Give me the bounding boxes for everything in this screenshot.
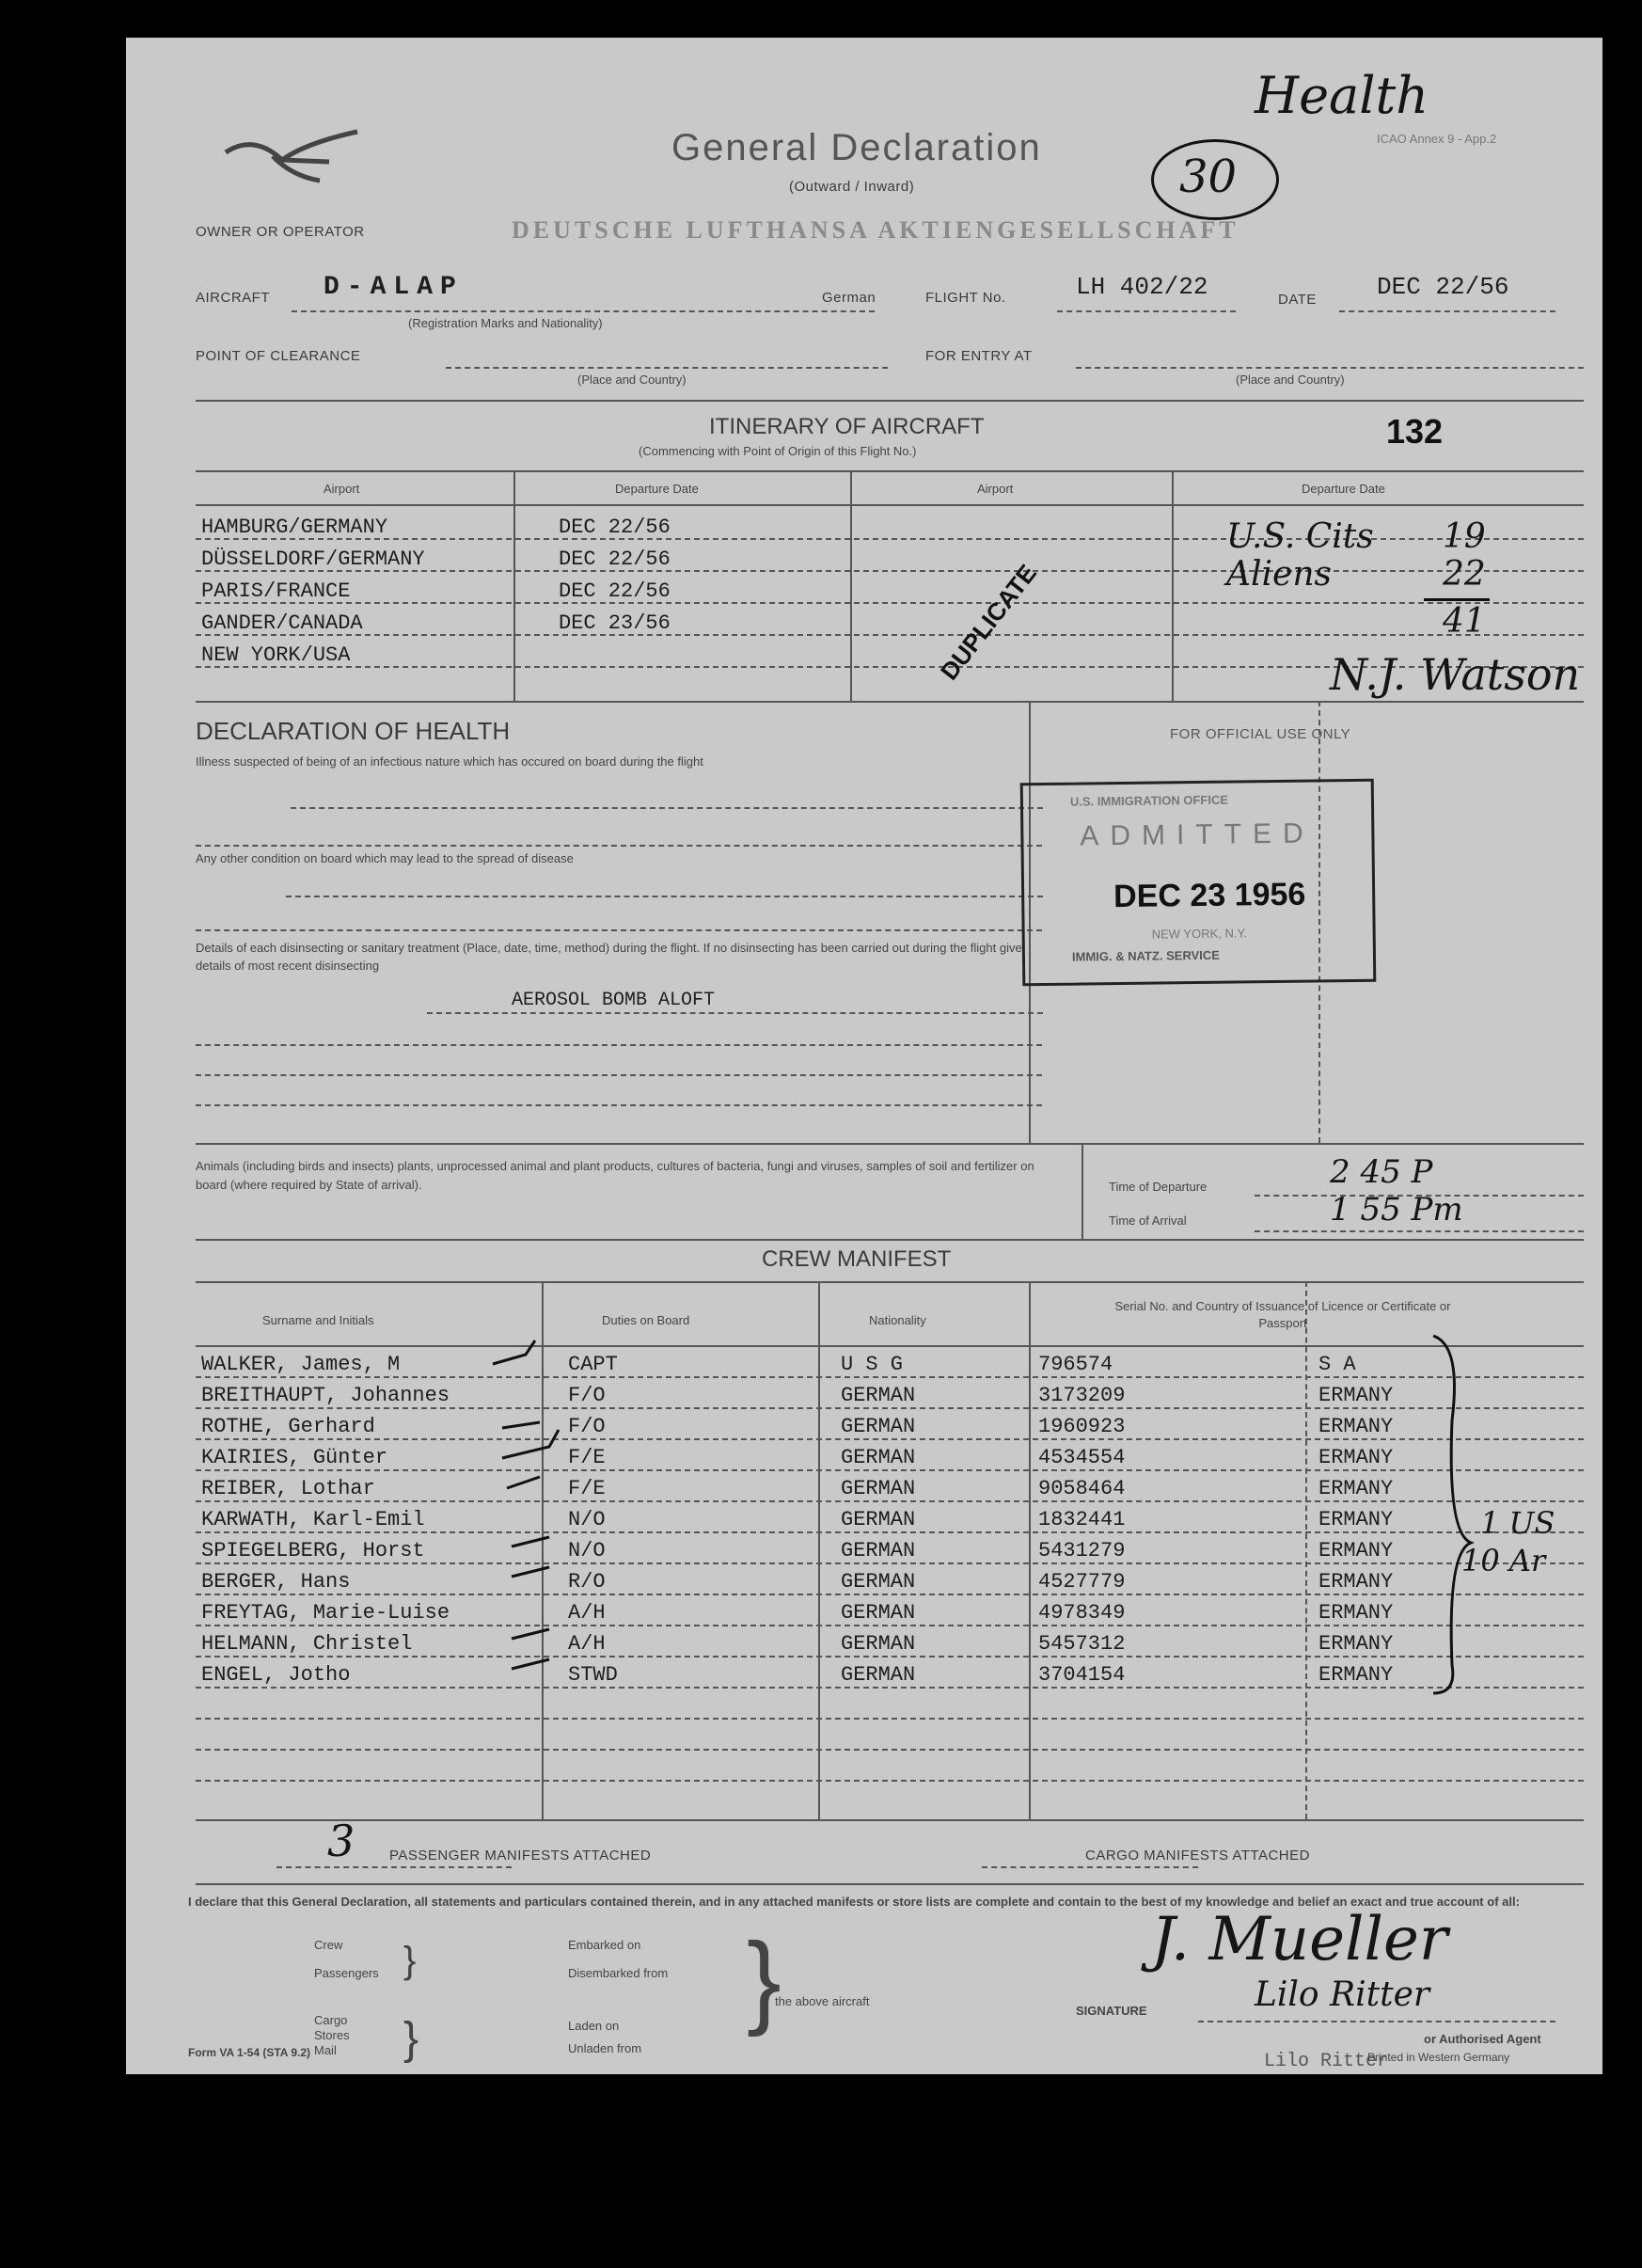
crew-manifest-title: CREW MANIFEST — [762, 1246, 952, 1272]
declaration-disembarked: Disembarked from — [568, 1966, 669, 1980]
crew-country: ERMANY — [1318, 1384, 1394, 1407]
crew-nationality: GERMAN — [841, 1477, 916, 1500]
crew-bracket — [1424, 1326, 1480, 1703]
declaration-cargo: Cargo — [314, 2013, 348, 2027]
crew-duty: R/O — [568, 1570, 606, 1594]
crew-country: ERMANY — [1318, 1446, 1394, 1469]
crew-country: ERMANY — [1318, 1508, 1394, 1531]
hand-officer-signature: N.J. Watson — [1330, 649, 1581, 700]
crew-country: ERMANY — [1318, 1632, 1394, 1656]
crew-country: ERMANY — [1318, 1539, 1394, 1562]
crew-serial: 4534554 — [1038, 1446, 1126, 1469]
form-subtitle: (Outward / Inward) — [789, 179, 915, 195]
crew-name: BREITHAUPT, Johannes — [201, 1384, 450, 1407]
itinerary-airport: PARIS/FRANCE — [201, 579, 351, 603]
hand-crew-count-other: 10 Ar — [1461, 1543, 1546, 1578]
passenger-manifest-label: PASSENGER MANIFESTS ATTACHED — [389, 1848, 652, 1864]
crew-nationality: U S G — [841, 1353, 904, 1376]
arrival-time-label: Time of Arrival — [1109, 1213, 1187, 1228]
itinerary-col-airport-1: Airport — [324, 482, 360, 496]
crew-name: REIBER, Lothar — [201, 1477, 375, 1500]
crew-col-duties: Duties on Board — [602, 1313, 690, 1327]
signer-typed-name: Lilo Ritter — [1264, 2051, 1389, 2072]
crew-name: KARWATH, Karl-Emil — [201, 1508, 425, 1531]
declaration-mail: Mail — [314, 2043, 337, 2057]
crew-nationality: GERMAN — [841, 1446, 916, 1469]
page-number: 132 — [1386, 412, 1444, 451]
declaration-laden: Laden on — [568, 2019, 620, 2033]
clearance-label: POINT OF CLEARANCE — [196, 348, 361, 364]
crew-nationality: GERMAN — [841, 1601, 916, 1625]
health-question-other: Any other condition on board which may lead to the spread of disease — [196, 851, 574, 865]
signature-label: SIGNATURE — [1076, 2004, 1147, 2018]
aircraft-label: AIRCRAFT — [196, 290, 270, 306]
crew-serial: 1832441 — [1038, 1508, 1126, 1531]
lufthansa-crane-logo — [216, 124, 367, 190]
crew-serial: 4527779 — [1038, 1570, 1126, 1594]
stamp-admitted: ADMITTED — [1080, 817, 1315, 852]
crew-duty: F/O — [568, 1415, 606, 1438]
crew-nationality: GERMAN — [841, 1663, 916, 1687]
itinerary-title: ITINERARY OF AIRCRAFT — [709, 414, 985, 439]
signature-agent: Lilo Ritter — [1255, 1975, 1430, 2014]
itinerary-date: DEC 23/56 — [559, 611, 671, 635]
crew-col-serial: Serial No. and Country of Issuance of Licence or Certificate or Passport — [1114, 1299, 1451, 1330]
declaration-embarked: Embarked on — [568, 1938, 641, 1952]
declaration-statement: I declare that this General Declaration, all statements and particulars contained therein, and in any attached manifests or store lists are complete and contain to the best of my knowledge and belief an exact and true account of all: — [188, 1895, 1520, 1909]
form-title: General Declaration — [671, 127, 1042, 168]
crew-duty: N/O — [568, 1539, 606, 1562]
crew-duty: F/O — [568, 1384, 606, 1407]
declaration-stores: Stores — [314, 2028, 350, 2042]
stamp-date: DEC 23 1956 — [1113, 876, 1306, 915]
itinerary-col-airport-2: Airport — [977, 482, 1014, 496]
owner-value: DEUTSCHE LUFTHANSA AKTIENGESELLSCHAFT — [512, 216, 1239, 244]
crew-nationality: GERMAN — [841, 1632, 916, 1656]
annex-note: ICAO Annex 9 - App.2 — [1377, 132, 1497, 146]
declaration-brace-1: } — [403, 1940, 417, 1981]
printed-note: Printed in Western Germany — [1367, 2051, 1510, 2064]
official-use-label: FOR OFFICIAL USE ONLY — [1170, 726, 1351, 742]
health-question-disinsecting: Details of each disinsecting or sanitary treatment (Place, date, time, method) during the flight. If no disinsecting has been carried out during the flight give details of most recent disinsecting — [196, 941, 1022, 973]
hand-total: 41 — [1443, 602, 1486, 641]
aircraft-caption: (Registration Marks and Nationality) — [408, 316, 603, 330]
crew-nationality: GERMAN — [841, 1508, 916, 1531]
crew-country: S A — [1318, 1353, 1356, 1376]
crew-serial: 4978349 — [1038, 1601, 1126, 1625]
owner-label: OWNER OR OPERATOR — [196, 224, 365, 240]
duplicate-stamp: DUPLICATE — [935, 559, 1043, 686]
declaration-crew: Crew — [314, 1938, 343, 1952]
crew-name: BERGER, Hans — [201, 1570, 351, 1594]
declaration-brace-3: } — [747, 1922, 782, 2038]
crew-check-marks — [483, 1336, 577, 1703]
crew-country: ERMANY — [1318, 1415, 1394, 1438]
form-number: Form VA 1-54 (STA 9.2) — [188, 2046, 311, 2059]
crew-name: ENGEL, Jotho — [201, 1663, 351, 1687]
date-value: DEC 22/56 — [1377, 273, 1509, 301]
crew-duty: A/H — [568, 1601, 606, 1625]
health-question-illness: Illness suspected of being of an infectious nature which has occured on board during the flight — [196, 754, 703, 769]
date-label: DATE — [1278, 292, 1317, 308]
hand-us-citizens-value: 19 — [1443, 517, 1486, 556]
crew-country: ERMANY — [1318, 1570, 1394, 1594]
crew-name: FREYTAG, Marie-Luise — [201, 1601, 450, 1625]
crew-serial: 9058464 — [1038, 1477, 1126, 1500]
crew-col-nationality: Nationality — [869, 1313, 926, 1327]
hand-crew-count-us: 1 US — [1480, 1505, 1555, 1541]
hand-aliens-value: 22 — [1443, 555, 1486, 594]
flight-value: LH 402/22 — [1076, 273, 1208, 301]
entry-caption: (Place and Country) — [1236, 373, 1345, 387]
itinerary-col-date-2: Departure Date — [1302, 482, 1385, 496]
entry-label: FOR ENTRY AT — [925, 348, 1033, 364]
crew-duty: A/H — [568, 1632, 606, 1656]
crew-duty: N/O — [568, 1508, 606, 1531]
clearance-caption: (Place and Country) — [577, 373, 687, 387]
hand-aliens-label: Aliens — [1226, 555, 1332, 594]
itinerary-airport: NEW YORK/USA — [201, 643, 351, 667]
declaration-passengers: Passengers — [314, 1966, 379, 1980]
crew-name: HELMANN, Christel — [201, 1632, 413, 1656]
circled-number: 30 — [1179, 151, 1238, 203]
general-declaration-form — [126, 38, 1603, 2074]
itinerary-col-date-1: Departure Date — [615, 482, 699, 496]
crew-name: WALKER, James, M — [201, 1353, 401, 1376]
crew-country: ERMANY — [1318, 1663, 1394, 1687]
itinerary-airport: GANDER/CANADA — [201, 611, 363, 635]
crew-serial: 1960923 — [1038, 1415, 1126, 1438]
health-disinsecting-answer: AEROSOL BOMB ALOFT — [512, 990, 716, 1011]
aircraft-value: D-ALAP — [324, 273, 464, 302]
itinerary-caption: (Commencing with Point of Origin of this Flight No.) — [639, 444, 917, 458]
crew-duty: F/E — [568, 1477, 606, 1500]
admitted-stamp — [1020, 779, 1377, 987]
passenger-manifest-count: 3 — [327, 1816, 355, 1866]
crew-name: SPIEGELBERG, Horst — [201, 1539, 425, 1562]
flight-label: FLIGHT No. — [925, 290, 1006, 306]
crew-duty: STWD — [568, 1663, 618, 1687]
signature-captain: J. Mueller — [1151, 1905, 1448, 1975]
hand-sum-line — [1424, 598, 1490, 601]
itinerary-airport: HAMBURG/GERMANY — [201, 515, 388, 539]
agent-label: or Authorised Agent — [1424, 2032, 1541, 2046]
itinerary-airport: DÜSSELDORF/GERMANY — [201, 547, 425, 571]
crew-name: KAIRIES, Günter — [201, 1446, 388, 1469]
departure-time-label: Time of Departure — [1109, 1180, 1208, 1194]
health-title: DECLARATION OF HEALTH — [196, 717, 511, 745]
departure-time-value: 2 45 P — [1330, 1153, 1433, 1191]
handwritten-health: Health — [1255, 66, 1429, 125]
crew-serial: 5457312 — [1038, 1632, 1126, 1656]
crew-col-name: Surname and Initials — [262, 1313, 374, 1327]
crew-nationality: GERMAN — [841, 1415, 916, 1438]
crew-serial: 5431279 — [1038, 1539, 1126, 1562]
itinerary-date: DEC 22/56 — [559, 579, 671, 603]
declaration-unladen: Unladen from — [568, 2041, 642, 2055]
crew-duty: CAPT — [568, 1353, 618, 1376]
stamp-line-4: IMMIG. & NATZ. SERVICE — [1071, 947, 1221, 964]
declaration-the-above: the above aircraft — [775, 1994, 870, 2008]
cargo-manifest-label: CARGO MANIFESTS ATTACHED — [1085, 1848, 1310, 1864]
crew-serial: 3704154 — [1038, 1663, 1126, 1687]
crew-country: ERMANY — [1318, 1601, 1394, 1625]
animals-statement: Animals (including birds and insects) plants, unprocessed animal and plant products, cultures of bacteria, fungi and viruses, samples of soil and fertilizer on board (where required by State of arrival). — [196, 1159, 1034, 1192]
crew-country: ERMANY — [1318, 1477, 1394, 1500]
declaration-brace-2: } — [403, 2014, 419, 2064]
itinerary-date: DEC 22/56 — [559, 547, 671, 571]
crew-nationality: GERMAN — [841, 1539, 916, 1562]
stamp-line-1: U.S. IMMIGRATION OFFICE — [1069, 792, 1229, 809]
itinerary-date: DEC 22/56 — [559, 515, 671, 539]
arrival-time-value: 1 55 Pm — [1330, 1191, 1463, 1229]
aircraft-nationality: German — [822, 290, 876, 306]
hand-us-citizens-label: U.S. Cits — [1226, 517, 1374, 556]
crew-serial: 796574 — [1038, 1353, 1113, 1376]
crew-name: ROTHE, Gerhard — [201, 1415, 375, 1438]
crew-serial: 3173209 — [1038, 1384, 1126, 1407]
crew-nationality: GERMAN — [841, 1570, 916, 1594]
crew-duty: F/E — [568, 1446, 606, 1469]
crew-nationality: GERMAN — [841, 1384, 916, 1407]
stamp-line-3: NEW YORK, N.Y. — [1151, 926, 1248, 942]
